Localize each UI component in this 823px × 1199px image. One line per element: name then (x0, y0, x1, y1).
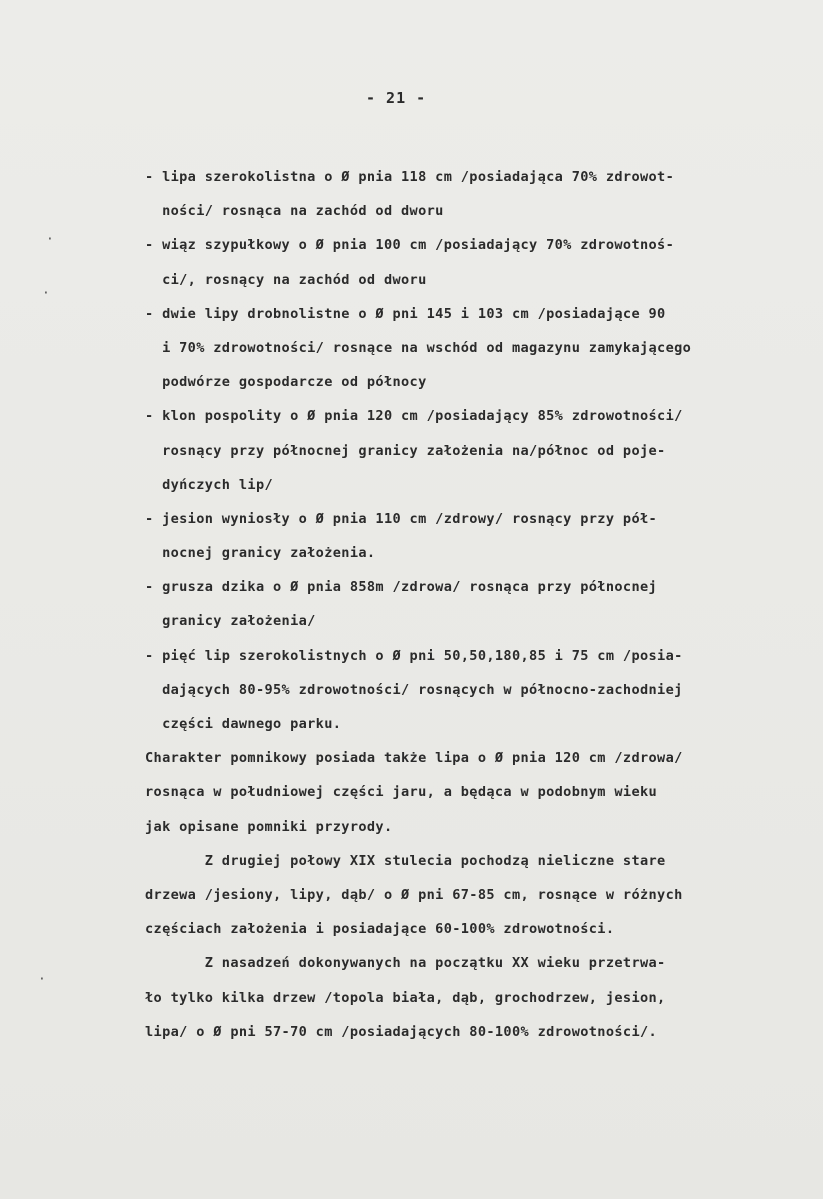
text-line: częściach założenia i posiadające 60-100% zdrowotności. (145, 921, 615, 938)
body-text (145, 160, 817, 1049)
page-number: - 21 - (366, 89, 427, 107)
text-line: i 70% zdrowotności/ rosnące na wschód od magazynu zamykającego (145, 339, 692, 356)
text-line: podwórze gospodarcze od północy (145, 374, 427, 391)
text-line: - grusza dzika o Ø pnia 858m /zdrowa/ rosnąca przy północnej (145, 579, 658, 596)
text-line: ło tylko kilka drzew /topola biała, dąb, grochodrzew, jesion, (145, 989, 666, 1006)
text-line: jak opisane pomniki przyrody. (145, 818, 393, 835)
text-line: granicy założenia/ (145, 613, 316, 630)
text-line: - dwie lipy drobnolistne o Ø pni 145 i 103 cm /posiadające 90 (145, 305, 666, 322)
text-line: lipa/ o Ø pni 57-70 cm /posiadających 80-100% zdrowotności/. (145, 1023, 658, 1040)
text-line: dających 80-95% zdrowotności/ rosnących w północno-zachodniej (145, 681, 683, 698)
text-line: Z drugiej połowy XIX stulecia pochodzą nieliczne stare (145, 852, 666, 869)
text-line: rosnąca w południowej części jaru, a będąca w podobnym wieku (145, 784, 658, 801)
text-line: - lipa szerokolistna o Ø pnia 118 cm /posiadająca 70% zdrowot- (145, 169, 675, 185)
margin-dot: · (46, 232, 54, 247)
text-line: ci/, rosnący na zachód od dworu (145, 271, 427, 288)
text-line: drzewa /jesiony, lipy, dąb/ o Ø pni 67-85 cm, rosnące w różnych (145, 886, 683, 903)
text-line: - klon pospolity o Ø pnia 120 cm /posiadający 85% zdrowotności/ (145, 408, 683, 425)
text-line: ności/ rosnąca na zachód od dworu (145, 203, 444, 220)
text-line: - wiąz szypułkowy o Ø pnia 100 cm /posiadający 70% zdrowotnoś- (145, 237, 675, 254)
text-line: nocnej granicy założenia. (145, 545, 376, 562)
text-line: części dawnego parku. (145, 716, 342, 732)
text-line: dyńczych lip/ (145, 476, 274, 493)
text-line: - jesion wyniosły o Ø pnia 110 cm /zdrowy/ rosnący przy pół- (145, 510, 658, 527)
text-line: Z nasadzeń dokonywanych na początku XX wieku przetrwa- (145, 955, 666, 972)
text-line: rosnący przy północnej granicy założenia na/północ od poje- (145, 442, 666, 459)
text-line: Charakter pomnikowy posiada także lipa o Ø pnia 120 cm /zdrowa/ (145, 750, 683, 767)
margin-dot: · (38, 972, 46, 987)
text-line: - pięć lip szerokolistnych o Ø pni 50,50,180,85 i 75 cm /posia- (145, 647, 683, 664)
margin-dot: · (42, 286, 50, 301)
